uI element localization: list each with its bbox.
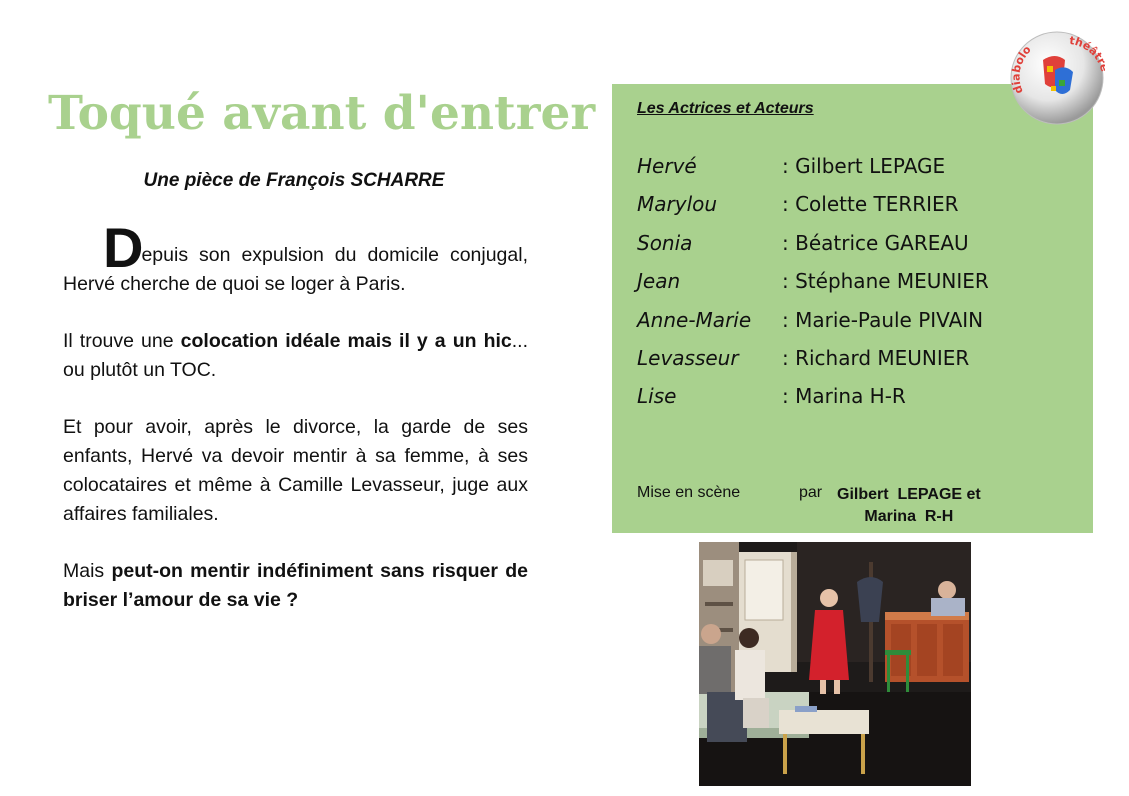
cast-row: [637, 154, 1087, 192]
synopsis-paragraph-1: [63, 216, 528, 299]
cast-role: Sonia: [637, 230, 693, 255]
cast-actor: : Gilbert LEPAGE: [782, 154, 946, 178]
cast-actor: : Béatrice GAREAU: [782, 230, 969, 255]
cast-role: Lise: [637, 384, 677, 409]
emphasis-text: colocation idéale mais il y a un hic: [180, 330, 512, 352]
synopsis-paragraph-2: [63, 327, 528, 385]
cast-row: [637, 269, 1087, 307]
emphasis-text: peut-on mentir indéfiniment sans risquer de briser l’amour de sa vie ?: [63, 560, 529, 611]
drop-cap: D: [103, 216, 142, 279]
cast-panel: [612, 84, 1093, 533]
text-span: Mais: [63, 560, 112, 582]
play-author-subtitle: Une pièce de François SCHARRE: [143, 170, 445, 191]
cast-row: [637, 308, 1087, 346]
cast-role: Anne-Marie: [637, 307, 752, 332]
text-span: ... ou plutôt un TOC.: [63, 330, 529, 381]
stage-photo-graphic: [699, 542, 971, 786]
cast-list: [637, 154, 1087, 423]
text-span: Il trouve une: [63, 330, 181, 352]
cast-heading: Les Actrices et Acteurs: [637, 100, 814, 117]
play-title: Toqué avant d'entrer: [48, 86, 596, 141]
director-name: Gilbert LEPAGE et: [837, 486, 981, 503]
stage-photo: [699, 542, 971, 786]
synopsis-paragraph-3: Et pour avoir, après le divorce, la garde de ses enfants, Hervé va devoir mentir à sa femme, à ses colocataires et même à Camille Levasseur, juge aux affaires familiales.: [63, 416, 528, 525]
cast-row: [637, 384, 1087, 422]
cast-row: [637, 346, 1087, 384]
cast-role: Hervé: [637, 154, 697, 178]
synopsis-intro-text: epuis son expulsion du domicile conjugal, Hervé cherche de quoi se loger à Paris.: [63, 244, 528, 295]
direction-par: par: [799, 484, 823, 501]
cast-role: Marylou: [637, 192, 718, 217]
cast-actor: : Colette TERRIER: [782, 192, 959, 217]
direction-label: Mise en scène: [637, 484, 741, 501]
cast-row: [637, 192, 1087, 230]
cast-role: Levasseur: [637, 345, 739, 370]
cast-actor: : Marie-Paule PIVAIN: [782, 307, 984, 332]
director-name: Marina R-H: [864, 508, 954, 525]
cast-actor: : Marina H-R: [782, 384, 906, 409]
synopsis: [63, 216, 529, 643]
direction-names: [837, 484, 981, 528]
logo-text-top: diabolo: [1009, 43, 1034, 96]
logo-text-bottom: théât: [1068, 34, 1105, 63]
cast-row: [637, 231, 1087, 269]
synopsis-paragraph-4: [63, 557, 528, 615]
cast-actor: : Richard MEUNIER: [782, 345, 970, 370]
cast-actor: : Stéphane MEUNIER: [782, 269, 989, 294]
logo-graphic: [1009, 30, 1105, 126]
diabolo-theatre-logo: [1009, 30, 1105, 126]
cast-role: Jean: [637, 269, 681, 294]
